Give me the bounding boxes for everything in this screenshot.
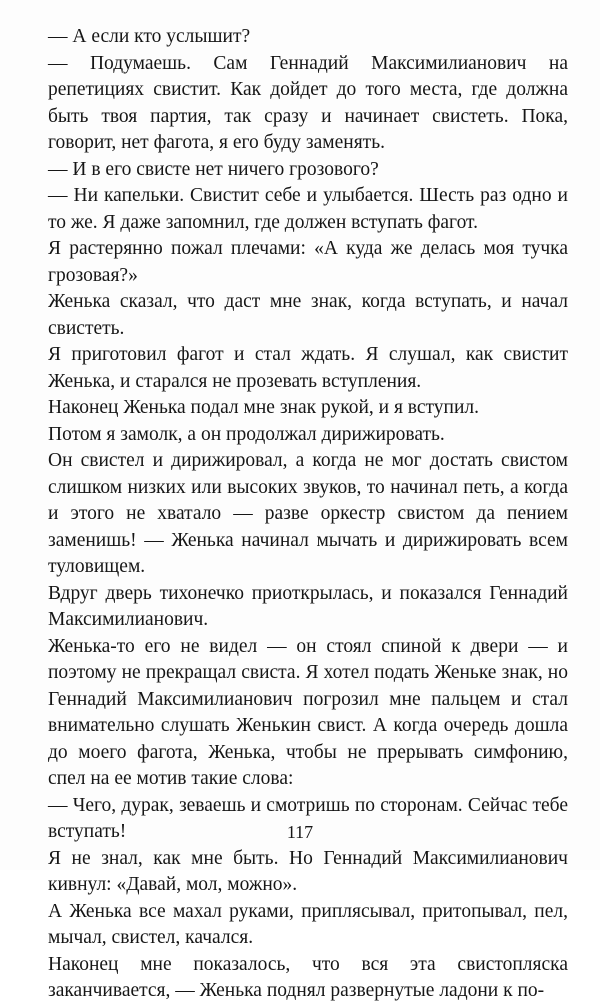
paragraph: Наконец мне показалось, что вся эта свистопляска заканчивается, — Женька поднял развернутые ладони к по- (48, 953, 568, 1001)
paragraph: — А если кто услышит? (48, 26, 251, 47)
paragraph: А Женька все махал руками, приплясывал, притопывал, пел, мычал, свистел, качался. (48, 900, 568, 948)
paragraph: — И в его свисте нет ничего грозового? (48, 158, 379, 180)
paragraph: — Подумаешь. Сам Геннадий Максимилианович на репетициях свистит. Как дойдет до того места, где должна быть твоя партия, так сразу и начинает свистеть. Пока, говорит, нет фагота, я его буду заменять. (48, 52, 568, 153)
paragraph: Потом я замолк, а он продолжал дирижировать. (48, 423, 445, 445)
page-text (48, 24, 568, 1005)
paragraph: Женька сказал, что даст мне знак, когда вступать, и начал свистеть. (48, 291, 568, 339)
paragraph: Я не знал, как мне быть. Но Геннадий Максимилианович кивнул: «Давай, мол, можно». (48, 847, 568, 895)
page-number: 117 (286, 822, 314, 842)
paragraph: Я растерянно пожал плечами: «А куда же делась моя тучка грозовая?» (48, 238, 568, 286)
paragraph: Он свистел и дирижировал, а когда не мог достать свистом слишком низких или высоких звуков, то начинал петь, а когда и этого не хватало — разве оркестр свистом да пением заменишь! — Женька начинал мычать и дирижировать всем туловищем. (48, 450, 568, 577)
paragraph: Наконец Женька подал мне знак рукой, и я вступил. (48, 397, 480, 418)
paragraph: Я приготовил фагот и стал ждать. Я слушал, как свистит Женька, и старался не прозевать вступления. (48, 344, 568, 392)
paragraph: — Ни капельки. Свистит себе и улыбается. Шесть раз одно и то же. Я даже запомнил, где должен вступать фагот. (48, 185, 568, 233)
paragraph: Вдруг дверь тихонечко приоткрылась, и показался Геннадий Максимилианович. (48, 582, 568, 630)
paragraph: — Чего, дурак, зеваешь и смотришь по сторонам. Сейчас тебе вступать! (48, 794, 568, 842)
paragraph: Женька-то его не видел — он стоял спиной к двери — и поэтому не прекращал свиста. Я хотел подать Женьке знак, но Геннадий Максимилианович погрозил мне пальцем и стал внимательно слушать Женькин свист. А когда очередь дошла до моего фагота, Женька, чтобы не прерывать симфонию, спел на ее мотив такие слова: (48, 635, 568, 789)
